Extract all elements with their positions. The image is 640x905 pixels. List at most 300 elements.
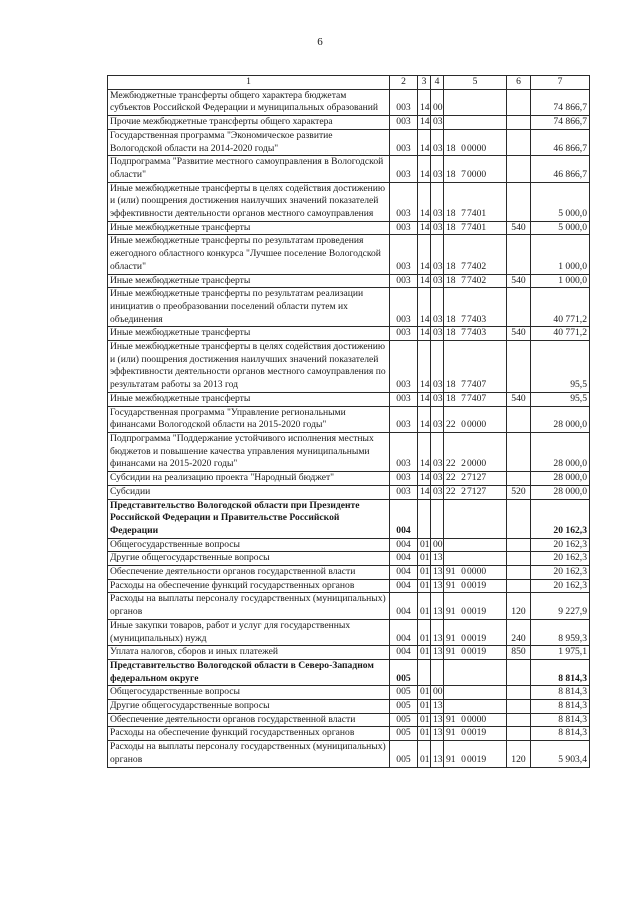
row-name: Иные межбюджетные трансферты по результатам реализации инициатив о преобразовании поселений области путем их объединения <box>108 288 390 327</box>
header-col-2: 2 <box>390 76 418 90</box>
row-subsection: 13 <box>431 619 444 645</box>
article-part-1: 91 <box>446 646 456 658</box>
row-subsection <box>431 499 444 538</box>
row-subsection: 03 <box>431 182 444 221</box>
row-code: 004 <box>390 646 418 660</box>
row-amount: 1 000,0 <box>531 235 590 274</box>
article-part-2: 0 <box>461 419 466 431</box>
row-article <box>444 485 507 499</box>
row-section: 01 <box>418 713 431 727</box>
article-part-3: 0000 <box>467 142 487 154</box>
row-amount: 8 814,3 <box>531 659 590 685</box>
row-section: 14 <box>418 221 431 235</box>
table-row <box>108 156 590 182</box>
article-part-3: 7403 <box>467 327 487 339</box>
row-amount: 1 000,0 <box>531 274 590 288</box>
row-subsection: 00 <box>431 89 444 115</box>
row-subsection: 13 <box>431 552 444 566</box>
row-amount: 28 000,0 <box>531 485 590 499</box>
table-body <box>108 89 590 767</box>
row-amount: 40 771,2 <box>531 327 590 341</box>
row-name: Иные межбюджетные трансферты <box>108 221 390 235</box>
row-amount: 20 162,3 <box>531 552 590 566</box>
row-code: 004 <box>390 566 418 580</box>
row-article <box>444 274 507 288</box>
article-part-2: 0 <box>461 632 466 644</box>
row-code: 005 <box>390 700 418 714</box>
row-name: Общегосударственные вопросы <box>108 538 390 552</box>
row-expense-type: 540 <box>507 221 531 235</box>
row-expense-type <box>507 659 531 685</box>
row-subsection: 03 <box>431 288 444 327</box>
row-section: 01 <box>418 686 431 700</box>
row-code: 004 <box>390 538 418 552</box>
row-article <box>444 327 507 341</box>
row-expense-type <box>507 579 531 593</box>
row-expense-type <box>507 156 531 182</box>
row-subsection: 13 <box>431 700 444 714</box>
row-section: 01 <box>418 552 431 566</box>
article-part-1: 91 <box>446 579 456 591</box>
row-article <box>444 392 507 406</box>
row-amount: 8 959,3 <box>531 619 590 645</box>
row-article <box>444 406 507 432</box>
row-name: Субсидии <box>108 485 390 499</box>
row-expense-type: 540 <box>507 327 531 341</box>
row-amount: 95,5 <box>531 341 590 393</box>
row-expense-type <box>507 472 531 486</box>
row-subsection: 03 <box>431 116 444 130</box>
row-amount: 46 866,7 <box>531 129 590 155</box>
row-subsection: 03 <box>431 432 444 471</box>
article-part-1: 18 <box>446 221 456 233</box>
row-section: 14 <box>418 392 431 406</box>
row-amount: 20 162,3 <box>531 538 590 552</box>
row-section: 14 <box>418 341 431 393</box>
row-expense-type <box>507 499 531 538</box>
article-part-1: 18 <box>446 168 456 180</box>
row-section: 01 <box>418 700 431 714</box>
row-article <box>444 129 507 155</box>
table-row <box>108 646 590 660</box>
row-name: Иные межбюджетные трансферты <box>108 392 390 406</box>
article-part-3: 0000 <box>467 419 487 431</box>
row-code: 003 <box>390 182 418 221</box>
article-part-2: 0 <box>461 727 466 739</box>
article-part-3: 0019 <box>467 606 487 618</box>
row-section: 14 <box>418 472 431 486</box>
row-article <box>444 538 507 552</box>
row-amount: 5 903,4 <box>531 741 590 767</box>
article-part-3: 7401 <box>467 221 487 233</box>
row-expense-type <box>507 406 531 432</box>
row-amount: 74 866,7 <box>531 116 590 130</box>
article-part-1: 91 <box>446 606 456 618</box>
row-subsection: 03 <box>431 221 444 235</box>
row-code: 003 <box>390 432 418 471</box>
row-name: Государственная программа "Управление региональными финансами Вологодской области на 2015-2020 годы" <box>108 406 390 432</box>
row-expense-type <box>507 686 531 700</box>
row-amount: 5 000,0 <box>531 182 590 221</box>
article-part-1: 22 <box>446 485 456 497</box>
article-part-2: 0 <box>461 713 466 725</box>
article-part-2: 0 <box>461 646 466 658</box>
row-amount: 40 771,2 <box>531 288 590 327</box>
row-name: Государственная программа "Экономическое развитие Вологодской области на 2014-2020 годы" <box>108 129 390 155</box>
row-subsection: 03 <box>431 406 444 432</box>
table-row <box>108 499 590 538</box>
row-expense-type <box>507 700 531 714</box>
row-code: 003 <box>390 235 418 274</box>
table-row <box>108 686 590 700</box>
row-expense-type <box>507 713 531 727</box>
row-article <box>444 288 507 327</box>
article-part-2: 2 <box>461 485 466 497</box>
row-section: 14 <box>418 235 431 274</box>
row-section: 14 <box>418 274 431 288</box>
article-part-1: 91 <box>446 713 456 725</box>
row-section <box>418 659 431 685</box>
row-amount: 8 814,3 <box>531 713 590 727</box>
row-section: 14 <box>418 129 431 155</box>
row-article <box>444 89 507 115</box>
row-code: 003 <box>390 156 418 182</box>
row-section: 01 <box>418 593 431 619</box>
row-name: Иные межбюджетные трансферты в целях содействия достижению и (или) поощрения достижения наилучших значений показателей эффективности деятельности органов местного самоуправления <box>108 182 390 221</box>
row-name: Другие общегосударственные вопросы <box>108 552 390 566</box>
row-article <box>444 593 507 619</box>
article-part-2: 0 <box>461 566 466 578</box>
article-part-1: 22 <box>446 472 456 484</box>
row-expense-type <box>507 538 531 552</box>
row-article <box>444 646 507 660</box>
row-expense-type <box>507 182 531 221</box>
row-amount: 74 866,7 <box>531 89 590 115</box>
row-name: Обеспечение деятельности органов государственной власти <box>108 566 390 580</box>
header-col-4: 4 <box>431 76 444 90</box>
row-subsection <box>431 659 444 685</box>
row-code: 003 <box>390 288 418 327</box>
row-article <box>444 566 507 580</box>
article-part-3: 0019 <box>467 753 487 765</box>
row-subsection: 03 <box>431 235 444 274</box>
row-expense-type <box>507 288 531 327</box>
row-amount: 95,5 <box>531 392 590 406</box>
row-amount: 1 975,1 <box>531 646 590 660</box>
row-name: Другие общегосударственные вопросы <box>108 700 390 714</box>
row-code: 003 <box>390 406 418 432</box>
row-subsection: 00 <box>431 686 444 700</box>
article-part-3: 7127 <box>467 472 487 484</box>
row-amount: 8 814,3 <box>531 700 590 714</box>
row-section: 14 <box>418 182 431 221</box>
row-name: Расходы на выплаты персоналу государственных (муниципальных) органов <box>108 741 390 767</box>
table-row <box>108 341 590 393</box>
article-part-2: 7 <box>461 274 466 286</box>
row-code: 004 <box>390 579 418 593</box>
row-article <box>444 713 507 727</box>
article-part-3: 0019 <box>467 579 487 591</box>
article-part-2: 7 <box>461 168 466 180</box>
row-amount: 20 162,3 <box>531 566 590 580</box>
row-name: Субсидии на реализацию проекта "Народный бюджет" <box>108 472 390 486</box>
article-part-3: 0000 <box>467 713 487 725</box>
row-article <box>444 659 507 685</box>
header-col-1: 1 <box>108 76 390 90</box>
article-part-2: 7 <box>461 221 466 233</box>
header-col-3: 3 <box>418 76 431 90</box>
row-subsection: 03 <box>431 327 444 341</box>
table-row <box>108 700 590 714</box>
page-number: 6 <box>317 36 323 48</box>
header-col-6: 6 <box>507 76 531 90</box>
article-part-1: 91 <box>446 727 456 739</box>
row-name: Уплата налогов, сборов и иных платежей <box>108 646 390 660</box>
row-name: Иные закупки товаров, работ и услуг для государственных (муниципальных) нужд <box>108 619 390 645</box>
table-row <box>108 552 590 566</box>
row-code: 003 <box>390 485 418 499</box>
row-code: 003 <box>390 116 418 130</box>
row-article <box>444 686 507 700</box>
article-part-1: 22 <box>446 458 456 470</box>
article-part-1: 18 <box>446 379 456 391</box>
row-name: Общегосударственные вопросы <box>108 686 390 700</box>
row-expense-type: 540 <box>507 392 531 406</box>
row-amount: 8 814,3 <box>531 686 590 700</box>
row-expense-type <box>507 235 531 274</box>
row-article <box>444 182 507 221</box>
row-subsection: 13 <box>431 566 444 580</box>
header-row <box>108 76 590 90</box>
row-expense-type <box>507 727 531 741</box>
row-section: 14 <box>418 327 431 341</box>
row-code: 003 <box>390 274 418 288</box>
row-amount: 20 162,3 <box>531 579 590 593</box>
row-code: 005 <box>390 659 418 685</box>
article-part-2: 7 <box>461 327 466 339</box>
row-section: 14 <box>418 432 431 471</box>
header-col-7: 7 <box>531 76 590 90</box>
article-part-2: 7 <box>461 392 466 404</box>
row-code: 003 <box>390 472 418 486</box>
article-part-1: 18 <box>446 327 456 339</box>
row-name: Иные межбюджетные трансферты по результатам проведения ежегодного областного конкурса "Лучшее поселение Вологодской области" <box>108 235 390 274</box>
row-subsection: 03 <box>431 129 444 155</box>
row-amount: 20 162,3 <box>531 499 590 538</box>
row-name: Иные межбюджетные трансферты <box>108 327 390 341</box>
table-row <box>108 579 590 593</box>
article-part-3: 7127 <box>467 485 487 497</box>
row-amount: 46 866,7 <box>531 156 590 182</box>
row-code: 004 <box>390 552 418 566</box>
article-part-1: 18 <box>446 313 456 325</box>
row-code: 005 <box>390 713 418 727</box>
table-row <box>108 727 590 741</box>
row-subsection: 03 <box>431 392 444 406</box>
row-expense-type: 240 <box>507 619 531 645</box>
table-row <box>108 129 590 155</box>
row-amount: 5 000,0 <box>531 221 590 235</box>
row-code: 005 <box>390 686 418 700</box>
row-section: 01 <box>418 579 431 593</box>
row-article <box>444 432 507 471</box>
header-col-5: 5 <box>444 76 507 90</box>
article-part-1: 22 <box>446 419 456 431</box>
row-section: 01 <box>418 727 431 741</box>
article-part-2: 0 <box>461 753 466 765</box>
article-part-3: 7401 <box>467 208 487 220</box>
table-row <box>108 235 590 274</box>
table-row <box>108 274 590 288</box>
row-code: 003 <box>390 221 418 235</box>
row-name: Прочие межбюджетные трансферты общего характера <box>108 116 390 130</box>
table-row <box>108 116 590 130</box>
row-subsection: 03 <box>431 485 444 499</box>
row-article <box>444 116 507 130</box>
row-article <box>444 727 507 741</box>
article-part-3: 0019 <box>467 646 487 658</box>
row-expense-type <box>507 89 531 115</box>
article-part-1: 18 <box>446 208 456 220</box>
row-section: 14 <box>418 288 431 327</box>
article-part-3: 0000 <box>467 168 487 180</box>
article-part-3: 0019 <box>467 632 487 644</box>
row-subsection: 13 <box>431 727 444 741</box>
row-article <box>444 552 507 566</box>
row-amount: 28 000,0 <box>531 432 590 471</box>
article-part-2: 0 <box>461 142 466 154</box>
row-expense-type: 540 <box>507 274 531 288</box>
row-name: Иные межбюджетные трансферты в целях содействия достижению и (или) поощрения достижения наилучших значений показателей эффективности деятельности органов местного самоуправления по результатам работы за 2013 год <box>108 341 390 393</box>
article-part-2: 7 <box>461 313 466 325</box>
row-article <box>444 235 507 274</box>
article-part-2: 0 <box>461 606 466 618</box>
row-subsection: 13 <box>431 646 444 660</box>
row-expense-type: 120 <box>507 593 531 619</box>
table-row <box>108 182 590 221</box>
row-article <box>444 741 507 767</box>
row-subsection: 03 <box>431 156 444 182</box>
table-row <box>108 538 590 552</box>
row-section: 14 <box>418 116 431 130</box>
row-name: Межбюджетные трансферты общего характера бюджетам субъектов Российской Федерации и муниципальных образований <box>108 89 390 115</box>
article-part-2: 7 <box>461 260 466 272</box>
article-part-1: 18 <box>446 142 456 154</box>
row-name: Представительство Вологодской области при Президенте Российской Федерации и Правительстве Российской Федерации <box>108 499 390 538</box>
row-subsection: 13 <box>431 579 444 593</box>
row-code: 004 <box>390 499 418 538</box>
row-subsection: 03 <box>431 472 444 486</box>
row-name: Иные межбюджетные трансферты <box>108 274 390 288</box>
row-expense-type <box>507 129 531 155</box>
table-row <box>108 432 590 471</box>
row-name: Подпрограмма "Поддержание устойчивого исполнения местных бюджетов и повышение качества управления муниципальными финансами на 2015-2020 годы" <box>108 432 390 471</box>
row-code: 005 <box>390 741 418 767</box>
row-section: 14 <box>418 406 431 432</box>
row-name: Расходы на выплаты персоналу государственных (муниципальных) органов <box>108 593 390 619</box>
article-part-1: 18 <box>446 274 456 286</box>
row-expense-type: 120 <box>507 741 531 767</box>
article-part-1: 18 <box>446 392 456 404</box>
row-code: 004 <box>390 593 418 619</box>
row-subsection: 00 <box>431 538 444 552</box>
budget-table <box>107 75 590 768</box>
article-part-1: 18 <box>446 260 456 272</box>
table-row <box>108 485 590 499</box>
row-code: 005 <box>390 727 418 741</box>
row-article <box>444 700 507 714</box>
row-subsection: 03 <box>431 274 444 288</box>
row-section: 14 <box>418 485 431 499</box>
row-section: 01 <box>418 646 431 660</box>
row-amount: 28 000,0 <box>531 406 590 432</box>
row-expense-type: 520 <box>507 485 531 499</box>
article-part-3: 0000 <box>467 566 487 578</box>
row-amount: 28 000,0 <box>531 472 590 486</box>
row-code: 003 <box>390 341 418 393</box>
article-part-3: 7407 <box>467 392 487 404</box>
table-row <box>108 89 590 115</box>
table-row <box>108 741 590 767</box>
row-section: 14 <box>418 156 431 182</box>
row-code: 003 <box>390 327 418 341</box>
row-section: 14 <box>418 89 431 115</box>
table-row <box>108 659 590 685</box>
table-row <box>108 472 590 486</box>
article-part-2: 7 <box>461 379 466 391</box>
row-name: Подпрограмма "Развитие местного самоуправления в Вологодской области" <box>108 156 390 182</box>
article-part-3: 0000 <box>467 458 487 470</box>
row-code: 003 <box>390 392 418 406</box>
table-row <box>108 593 590 619</box>
row-name: Расходы на обеспечение функций государственных органов <box>108 579 390 593</box>
table-row <box>108 566 590 580</box>
article-part-3: 7403 <box>467 313 487 325</box>
row-subsection: 13 <box>431 741 444 767</box>
row-code: 003 <box>390 89 418 115</box>
article-part-2: 0 <box>461 579 466 591</box>
article-part-1: 91 <box>446 632 456 644</box>
table-row <box>108 406 590 432</box>
row-name: Представительство Вологодской области в Северо-Западном федеральном округе <box>108 659 390 685</box>
row-code: 004 <box>390 619 418 645</box>
table-header <box>108 76 590 90</box>
row-expense-type <box>507 341 531 393</box>
article-part-3: 7402 <box>467 260 487 272</box>
row-expense-type <box>507 432 531 471</box>
row-article <box>444 619 507 645</box>
row-expense-type <box>507 116 531 130</box>
row-name: Обеспечение деятельности органов государственной власти <box>108 713 390 727</box>
row-section: 01 <box>418 741 431 767</box>
row-amount: 8 814,3 <box>531 727 590 741</box>
row-expense-type <box>507 566 531 580</box>
row-section <box>418 499 431 538</box>
article-part-3: 0019 <box>467 727 487 739</box>
article-part-2: 2 <box>461 458 466 470</box>
table-row <box>108 392 590 406</box>
article-part-1: 91 <box>446 566 456 578</box>
row-article <box>444 221 507 235</box>
row-article <box>444 341 507 393</box>
table-row <box>108 288 590 327</box>
article-part-2: 2 <box>461 472 466 484</box>
row-subsection: 03 <box>431 341 444 393</box>
row-amount: 9 227,9 <box>531 593 590 619</box>
article-part-3: 7407 <box>467 379 487 391</box>
table-row <box>108 327 590 341</box>
row-article <box>444 472 507 486</box>
